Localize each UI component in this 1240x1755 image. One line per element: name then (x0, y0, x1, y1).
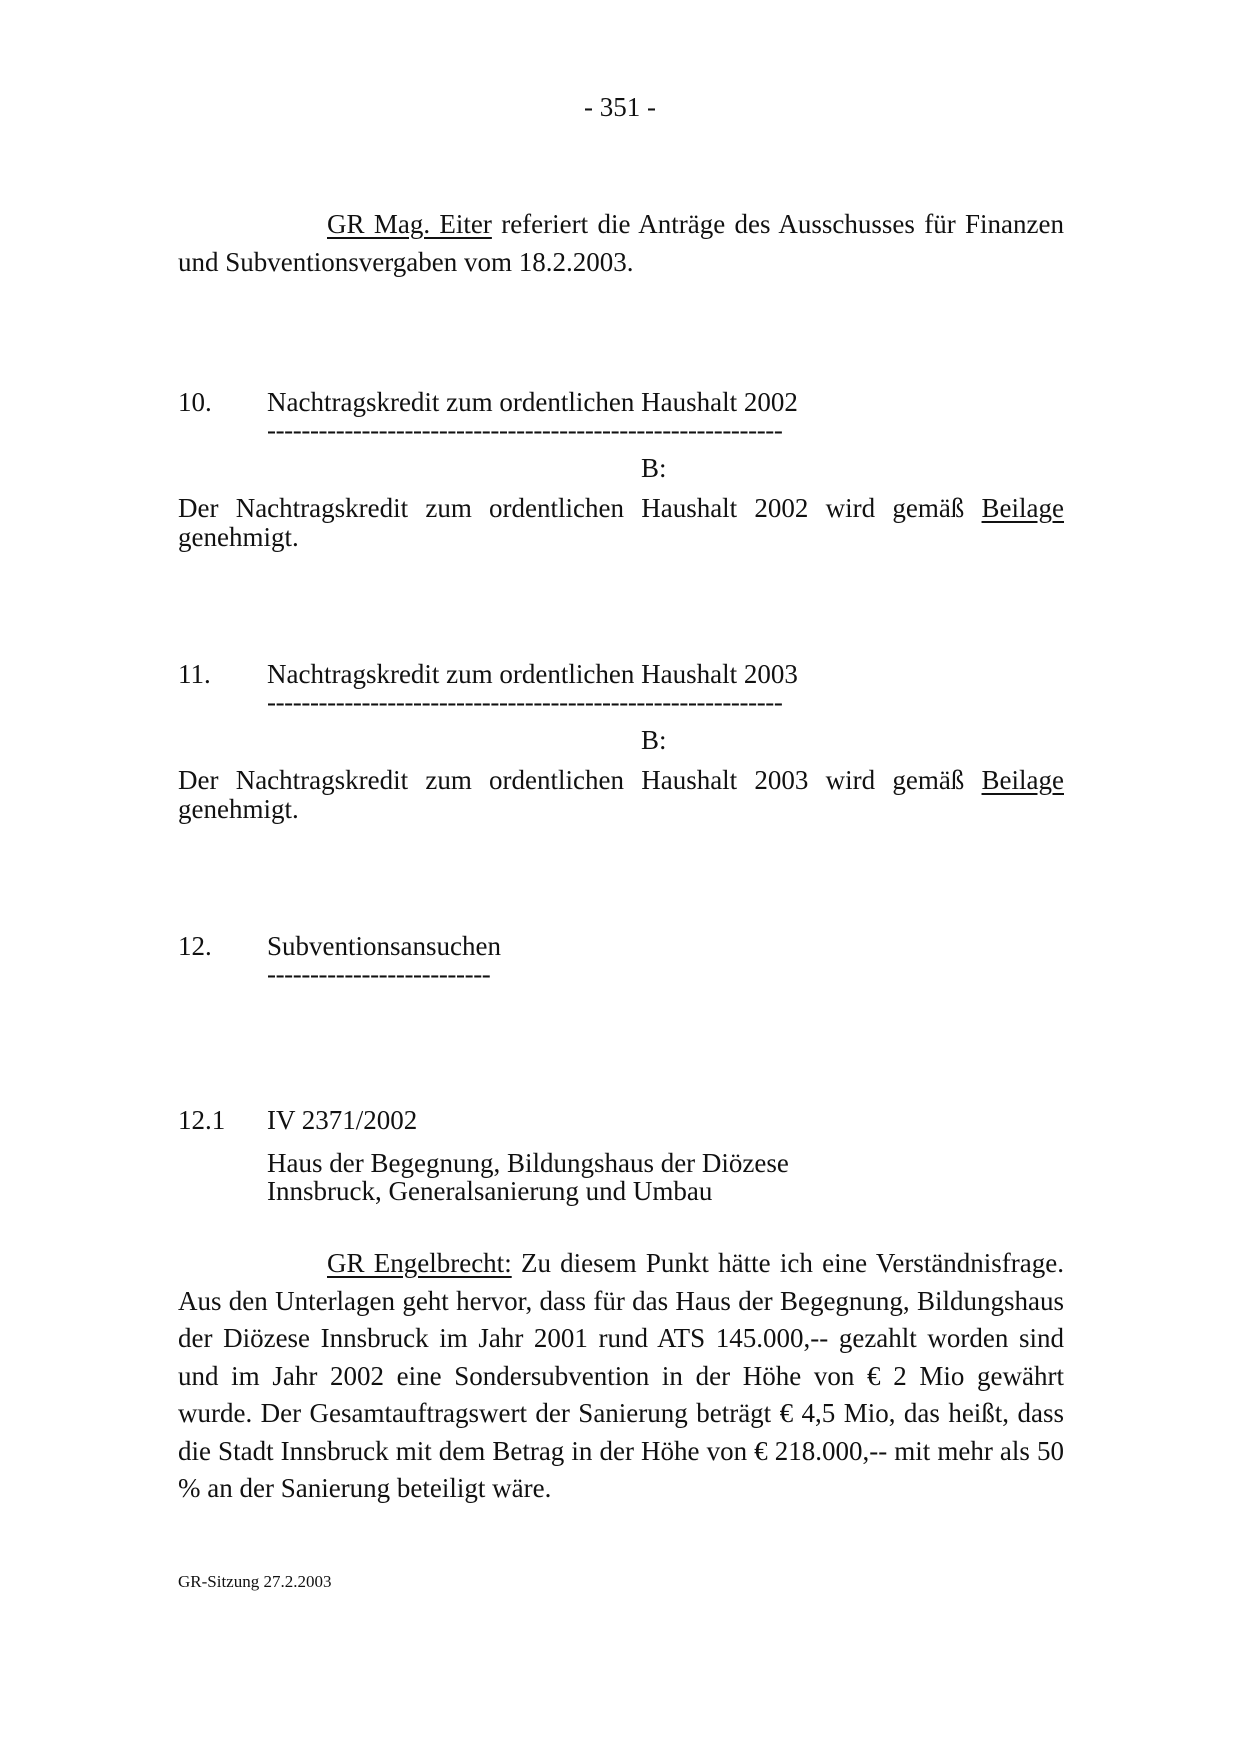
intro-speaker: GR Mag. Eiter (327, 209, 492, 239)
item-11-beilage: Beilage (981, 765, 1064, 795)
item-11-decision-text: Der Nachtragskredit zum ordentlichen Haushalt 2003 wird gemäß (178, 765, 982, 795)
item-11-title: Nachtragskredit zum ordentlichen Haushalt 2003 (267, 659, 798, 689)
item-11-dashes: ------------------------------------------------------------ (267, 687, 783, 717)
item-11-decision-end: genehmigt. (178, 794, 299, 824)
item-11-b-label: B: (641, 725, 667, 755)
item-10-decision-text: Der Nachtragskredit zum ordentlichen Haushalt 2002 wird gemäß (178, 493, 982, 523)
item-12-number: 12. (178, 931, 212, 961)
item-10-decision (178, 494, 1064, 552)
item-10-heading (178, 386, 798, 418)
statement-paragraph (178, 1245, 1064, 1508)
item-10-beilage: Beilage (981, 493, 1064, 523)
item-10-decision-end: genehmigt. (178, 522, 299, 552)
item-11-number: 11. (178, 659, 211, 689)
footer: GR-Sitzung 27.2.2003 (178, 1572, 332, 1591)
intro-text: referiert die Anträge des Ausschusses für Finanzen und Subventionsvergaben vom 18.2.2003. (178, 209, 1064, 277)
item-12-heading (178, 930, 501, 962)
intro-paragraph (178, 206, 1064, 281)
item-10-number: 10. (178, 387, 212, 417)
statement-speaker: GR Engelbrecht: (327, 1248, 512, 1278)
page-number: - 351 - (584, 92, 656, 122)
item-11-heading (178, 658, 798, 690)
statement-text: Zu diesem Punkt hätte ich eine Verständnisfrage. Aus den Unterlagen geht hervor, dass für das Haus der Begegnung, Bildungshaus der Diözese Innsbruck im Jahr 2001 rund ATS 145.000,-- gezahlt worden sind und im Jahr 2002 eine Sondersubvention in der Höhe von € 2 Mio gewährt wurde. Der Gesamtauftragswert der Sanierung beträgt € 4,5 Mio, das heißt, dass die Stadt Innsbruck mit dem Betrag in der Höhe von € 218.000,-- mit mehr als 50 % an der Sanierung beteiligt wäre. (178, 1248, 1065, 1503)
item-10-title: Nachtragskredit zum ordentlichen Haushalt 2002 (267, 387, 798, 417)
item-10-b-label: B: (641, 453, 667, 483)
sub-item-heading (178, 1104, 417, 1136)
sub-item-number: 12.1 (178, 1105, 226, 1135)
sub-item-reference: IV 2371/2002 (267, 1105, 418, 1135)
item-10-dashes: ------------------------------------------------------------ (267, 415, 783, 445)
item-12-title: Subventionsansuchen (267, 931, 501, 961)
sub-item-title: Haus der Begegnung, Bildungshaus der Diözese Innsbruck, Generalsanierung und Umbau (267, 1148, 789, 1206)
item-12-dashes: -------------------------- (267, 959, 491, 989)
item-11-decision (178, 766, 1064, 824)
